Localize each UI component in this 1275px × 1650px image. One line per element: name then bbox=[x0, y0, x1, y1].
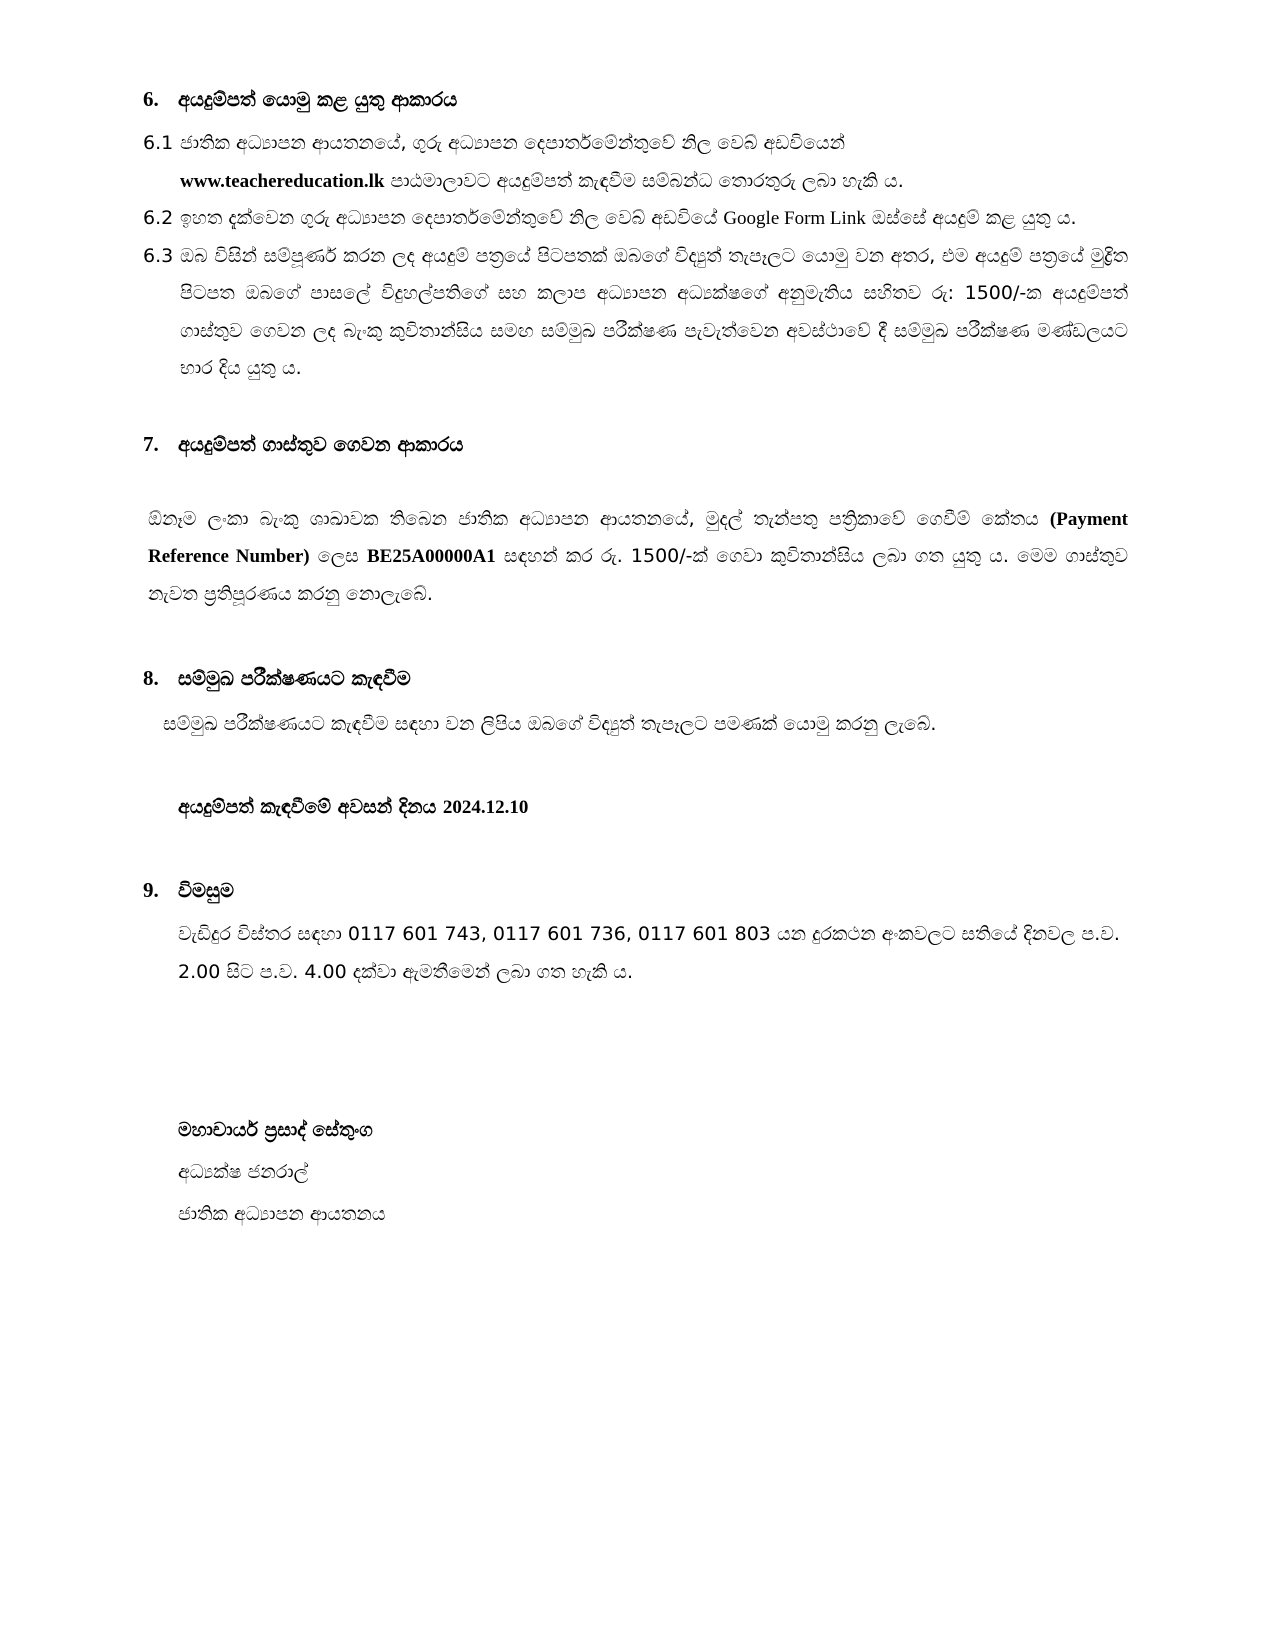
signature-block bbox=[178, 1109, 1128, 1235]
section-6-number: 6. bbox=[143, 87, 159, 111]
section-7 bbox=[143, 429, 1128, 614]
section-7-heading-row bbox=[143, 429, 1128, 460]
item-6-2-text-before: ඉහත දැක්වෙන ගුරු අධ්‍යාපන දෙපාර්තමේන්තුවේ නිල වෙබ් අඩවියේ bbox=[180, 207, 724, 229]
section-7-text-before: ඕනෑම ලංකා බැංකු ශාඛාවක තිබෙන ජාතික අධ්‍යාපන ආයතනයේ, මුදල් තැන්පතු පත්‍රිකාවේ ගෙවීම් කේතය bbox=[148, 507, 1050, 530]
item-6-2-text-after: ඔස්සේ අයදුම් කළ යුතු ය. bbox=[865, 207, 1077, 229]
section-7-text-mid: ලෙස bbox=[309, 545, 367, 567]
section-9-paragraph: වැඩිදුර විස්තර සඳහා 0117 601 743, 0117 601 736, 0117 601 803 යන දුරකථන අංකවලට සතියේ දිනවල ප.ව. 2.00 සිට ප.ව. 4.00 දක්වා ඇමතීමෙන් ලබා ගත හැකි ය. bbox=[178, 923, 1120, 983]
payment-reference-number: BE25A00000A1 bbox=[367, 546, 496, 567]
section-6-title: අයදුම්පත් යොමු කළ යුතු ආකාරය bbox=[178, 88, 458, 111]
item-6-1 bbox=[143, 125, 1128, 200]
section-7-paragraph bbox=[148, 501, 1128, 614]
section-8-number: 8. bbox=[143, 666, 159, 690]
item-6-1-line2-rest: පාඨමාලාවට අයදුම්පත් කැඳවීම සම්බන්ධ තොරතුරු ලබා හැකි ය. bbox=[384, 169, 904, 192]
section-8-title: සම්මුඛ පරීක්ෂණයට කැඳවීම bbox=[178, 667, 411, 690]
section-6-heading-row bbox=[143, 84, 1128, 115]
item-6-1-line2 bbox=[180, 163, 1128, 201]
signatory-organization: ජාතික අධ්‍යාපන ආයතනය bbox=[178, 1203, 386, 1225]
closing-date-line bbox=[178, 789, 1128, 827]
section-8-paragraph: සම්මුඛ පරීක්ෂණයට කැඳවීම සඳහා වන ලිපිය ඔබගේ විද්‍යුත් තැපෑලට පමණක් යොමු කරනු ලැබේ. bbox=[163, 713, 937, 735]
payment-reference-label: (Payment Reference Number) bbox=[148, 508, 1128, 567]
item-6-2-body bbox=[180, 200, 1128, 238]
section-9 bbox=[143, 875, 1128, 991]
section-7-text-after: සඳහන් කර රු. 1500/-ක් ගෙවා කුවිතාන්සිය ලබා ගත යුතු ය. මෙම ගාස්තුව නැවත ප්‍රතිපූරණය කරනු නොලැබේ. bbox=[148, 545, 1129, 605]
closing-date-value: 2024.12.10 bbox=[442, 796, 529, 818]
item-6-3 bbox=[143, 238, 1128, 388]
section-6 bbox=[143, 84, 1128, 388]
section-7-title: අයදුම්පත් ගාස්තුව ගෙවන ආකාරය bbox=[178, 432, 464, 456]
website-url: www.teachereducation.lk bbox=[180, 170, 385, 192]
item-6-1-number: 6.1 bbox=[143, 132, 174, 154]
item-6-1-body bbox=[180, 125, 1128, 200]
signatory-title: අධ්‍යක්ෂ ජනරාල් bbox=[178, 1161, 309, 1183]
section-9-number: 9. bbox=[143, 878, 159, 902]
google-form-link-label: Google Form Link bbox=[723, 208, 866, 229]
item-6-2 bbox=[143, 200, 1128, 238]
section-9-heading-row bbox=[143, 875, 1128, 906]
item-6-1-line1: ජාතික අධ්‍යාපන ආයතනයේ, ගුරු අධ්‍යාපන දෙපාර්තමේන්තුවේ නිල වෙබ් අඩවියෙන් bbox=[180, 132, 845, 154]
section-8 bbox=[143, 663, 1128, 744]
item-6-2-number: 6.2 bbox=[143, 207, 174, 229]
item-6-3-body: ඔබ විසින් සම්පූර්ණ කරන ලද අයදුම් පත්‍රයේ පිටපතක් ඔබගේ විද්‍යුත් තැපෑලට යොමු වන අතර, එම අයදුම් පත්‍රයේ මුද්‍රිත පිටපත ඔබගේ පාසලේ විදුහල්පතිගේ සහ කලාප අධ්‍යාපන අධ්‍යක්ෂගේ අනුමැතිය සහිතව රු: 1500/-ක අයදුම්පත් ගාස්තුව ගෙවන ලද බැංකු කුවිතාන්සිය සමඟ සම්මුඛ පරීක්ෂණ පැවැත්වෙන අවස්ථාවේ දී සම්මුඛ පරීක්ෂණ මණ්ඩලයට භාර දිය යුතු ය. bbox=[180, 244, 1128, 379]
closing-date-label: අයදුම්පත් කැඳවීමේ අවසන් දිනය bbox=[178, 795, 443, 818]
signatory-name: මහාචාර්ය ප්‍රසාද් සේතුංග bbox=[178, 1119, 373, 1141]
section-7-number: 7. bbox=[143, 431, 159, 456]
section-8-heading-row bbox=[143, 663, 1128, 694]
section-9-title: විමසුම bbox=[178, 879, 235, 902]
item-6-3-number: 6.3 bbox=[143, 244, 174, 267]
